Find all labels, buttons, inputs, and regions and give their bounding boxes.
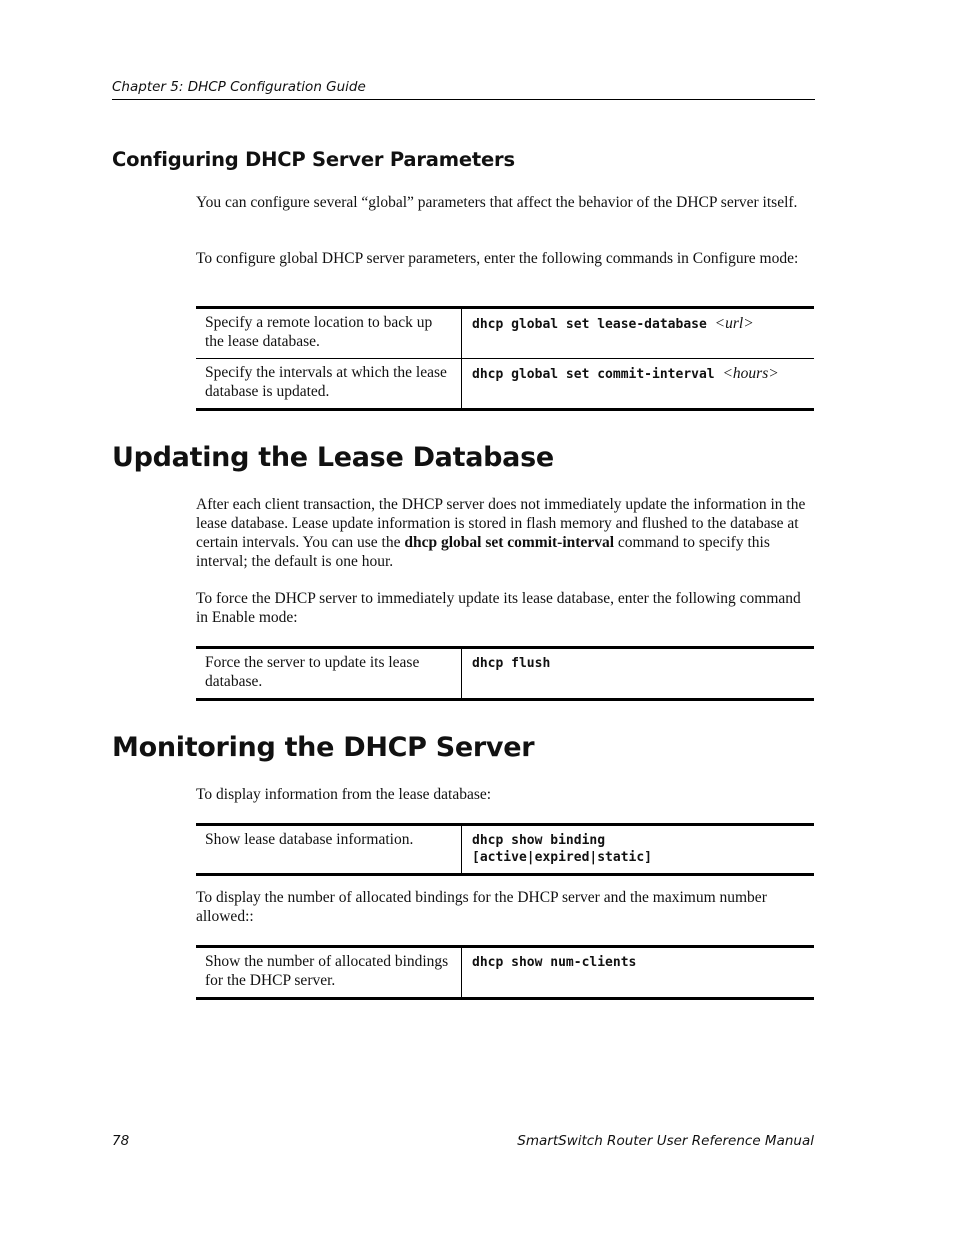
paragraph-allocated-bindings: To display the number of allocated bindings for the DHCP server and the maximum number allowed:: — [196, 889, 767, 925]
command-description: Specify the intervals at which the lease database is updated. — [196, 359, 462, 410]
command-description: Force the server to update its lease database. — [196, 648, 462, 700]
command-table-binding — [196, 823, 814, 876]
command-argument: <hours> — [722, 365, 779, 382]
command-description: Show the number of allocated bindings for the DHCP server. — [196, 947, 462, 999]
paragraph-global-params: You can configure several “global” parameters that affect the behavior of the DHCP server itself. — [196, 194, 798, 211]
command-syntax — [462, 359, 815, 410]
command-syntax — [462, 825, 815, 875]
table-row — [196, 359, 814, 410]
paragraph-lease-update — [196, 495, 814, 571]
command-argument: <url> — [714, 315, 754, 332]
table-row — [196, 947, 814, 999]
paragraph-configure-mode: To configure global DHCP server parameters, enter the following commands in Configure mode: — [196, 250, 799, 267]
table-row — [196, 825, 814, 875]
table-row — [196, 648, 814, 700]
inline-command: dhcp global set commit-interval — [404, 534, 615, 551]
paragraph-text: After each client transaction, the DHCP server does not immediately update the information in the lease database. Lease update information is stored in flash memory and flushed to the database at certain intervals. You can use the — [196, 496, 806, 551]
page-number: 78 — [112, 1133, 130, 1149]
command-table-flush — [196, 646, 814, 701]
paragraph-text: command to specify this interval; the default is one hour. — [196, 534, 770, 570]
command-description: Show lease database information. — [196, 825, 462, 875]
table-row — [196, 308, 814, 359]
command-table-global — [196, 306, 814, 411]
command-line: dhcp show binding — [472, 833, 606, 848]
running-header: Chapter 5: DHCP Configuration Guide — [112, 79, 815, 100]
command-syntax: dhcp flush — [472, 656, 551, 671]
paragraph-force-update: To force the DHCP server to immediately update its lease database, enter the following command in Enable mode: — [196, 590, 801, 626]
command-table-num-clients — [196, 945, 814, 1000]
command-description: Specify a remote location to back up the lease database. — [196, 308, 462, 359]
command-text: dhcp global set commit-interval — [472, 367, 723, 382]
manual-title: SmartSwitch Router User Reference Manual — [517, 1133, 814, 1149]
command-syntax: dhcp show num-clients — [472, 955, 637, 970]
section-heading-configuring: Configuring DHCP Server Parameters — [112, 148, 515, 171]
section-heading-monitoring: Monitoring the DHCP Server — [112, 732, 535, 763]
command-line: [active|expired|static] — [472, 850, 653, 865]
section-heading-updating: Updating the Lease Database — [112, 442, 554, 473]
paragraph-display-info: To display information from the lease database: — [196, 786, 492, 803]
command-syntax — [462, 308, 815, 359]
command-text: dhcp global set lease-database — [472, 317, 715, 332]
